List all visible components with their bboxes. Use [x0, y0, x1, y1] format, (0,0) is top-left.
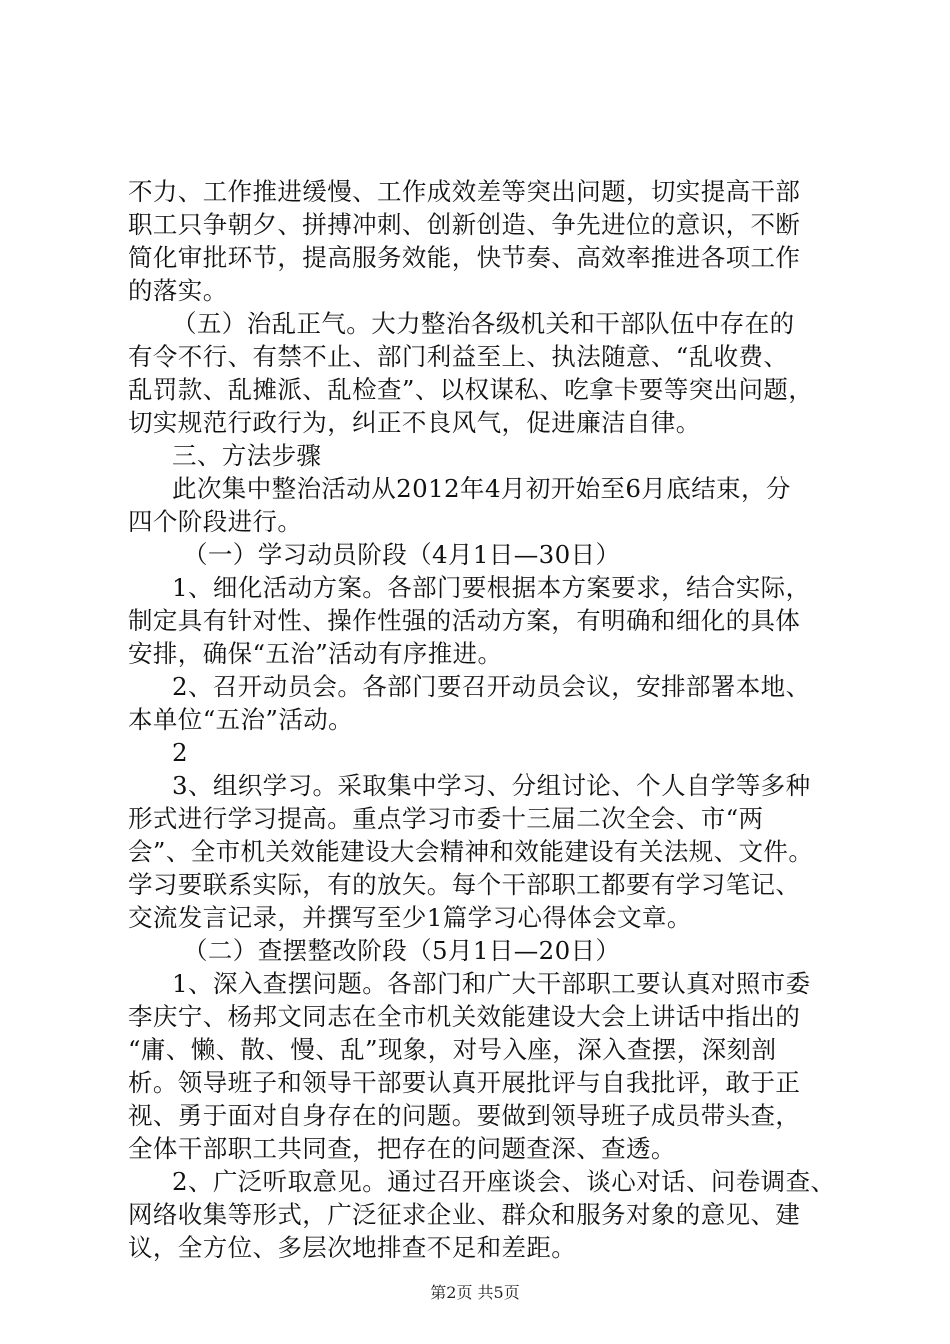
subsection-heading: （一）学习动员阶段（4月1日—30日）: [183, 540, 621, 569]
text-line: 2、召开动员会。各部门要召开动员会议，安排部署本地、: [172, 672, 811, 701]
text-line: 四个阶段进行。: [128, 507, 303, 536]
text-line: 交流发言记录，并撰写至少1篇学习心得体会文章。: [128, 903, 692, 932]
text-line: 会”、全市机关效能建设大会精神和效能建设有关法规、文件。: [128, 837, 814, 866]
text-line: 学习要联系实际，有的放矢。每个干部职工都要有学习笔记、: [128, 870, 801, 899]
text-line: 李庆宁、杨邦文同志在全市机关效能建设大会上讲话中指出的: [128, 1002, 801, 1031]
page-footer: 第2页 共5页: [430, 1283, 520, 1302]
text-line: 切实规范行政行为，纠正不良风气，促进廉洁自律。: [128, 408, 701, 437]
text-line: 不力、工作推进缓慢、工作成效差等突出问题，切实提高干部: [128, 177, 801, 206]
text-line: 制定具有针对性、操作性强的活动方案，有明确和细化的具体: [128, 606, 801, 635]
section-heading: 三、方法步骤: [172, 441, 322, 470]
text-line: 全体干部职工共同查，把存在的问题查深、查透。: [128, 1134, 676, 1163]
section-heading: （五）治乱正气。大力整治各级机关和干部队伍中存在的: [172, 309, 795, 338]
text-line: 的落实。: [128, 276, 228, 305]
subsection-heading: （二）查摆整改阶段（5月1日—20日）: [183, 936, 621, 965]
text-line: 安排，确保“五治”活动有序推进。: [128, 639, 503, 668]
text-line: 2、广泛听取意见。通过召开座谈会、谈心对话、问卷调查、: [172, 1167, 836, 1196]
text-line: 此次集中整治活动从2012年4月初开始至6月底结束，分: [172, 474, 791, 503]
text-line: 有令不行、有禁不止、部门利益至上、执法随意、“乱收费、: [128, 342, 789, 371]
text-line: 析。领导班子和领导干部要认真开展批评与自我批评，敢于正: [128, 1068, 801, 1097]
text-line: 本单位“五治”活动。: [128, 705, 354, 734]
text-line: 1、细化活动方案。各部门要根据本方案要求，结合实际，: [172, 573, 811, 602]
text-line: 形式进行学习提高。重点学习市委十三届二次全会、市“两: [128, 804, 764, 833]
text-line: “庸、懒、散、慢、乱”现象，对号入座，深入查摆，深刻剖: [128, 1035, 777, 1064]
page-break-number: 2: [172, 738, 188, 767]
text-line: 1、深入查摆问题。各部门和广大干部职工要认真对照市委: [172, 969, 811, 998]
text-line: 网络收集等形式，广泛征求企业、群众和服务对象的意见、建: [128, 1200, 801, 1229]
text-line: 职工只争朝夕、拼搏冲刺、创新创造、争先进位的意识，不断: [128, 210, 801, 239]
text-line: 议，全方位、多层次地排查不足和差距。: [128, 1233, 577, 1262]
text-line: 乱罚款、乱摊派、乱检查”、以权谋私、吃拿卡要等突出问题，: [128, 375, 814, 404]
text-line: 视、勇于面对自身存在的问题。要做到领导班子成员带头查，: [128, 1101, 801, 1130]
text-line: 3、组织学习。采取集中学习、分组讨论、个人自学等多种: [172, 771, 811, 800]
text-line: 简化审批环节，提高服务效能，快节奏、高效率推进各项工作: [128, 243, 801, 272]
